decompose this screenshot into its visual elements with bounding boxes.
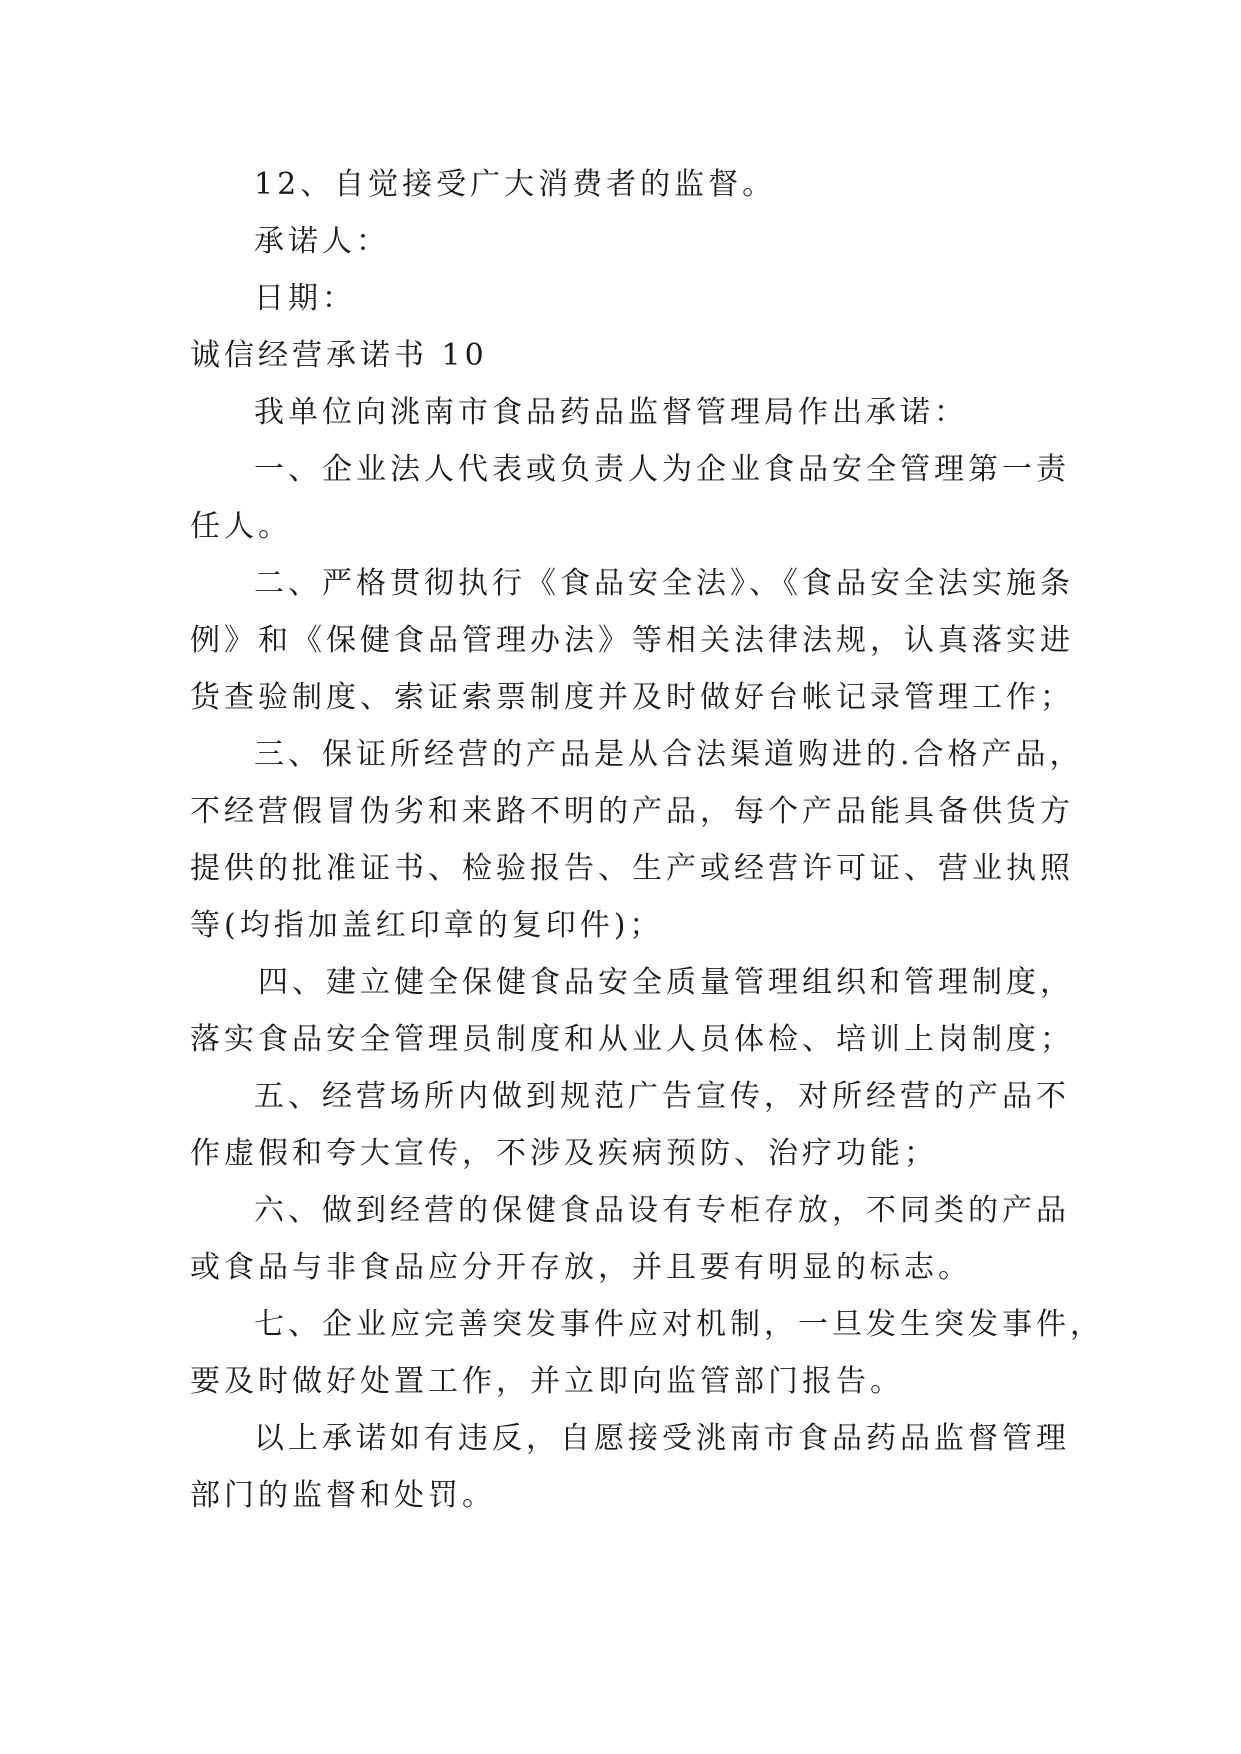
clause-4-line-1: 四、建立健全保健食品安全质量管理组织和管理制度， bbox=[258, 965, 1074, 1000]
promisor-label: 承诺人： bbox=[254, 224, 390, 259]
clause-7-line-2: 要及时做好处置工作，并立即向监管部门报告。 bbox=[190, 1364, 904, 1399]
clause-5-line-2: 作虚假和夸大宣传，不涉及疾病预防、治疗功能； bbox=[190, 1136, 938, 1171]
closing-line-1: 以上承诺如有违反，自愿接受洮南市食品药品监督管理 bbox=[254, 1421, 1070, 1456]
clause-1-line-2: 任人。 bbox=[190, 509, 292, 544]
clause-3-line-4: 等(均指加盖红印章的复印件)； bbox=[190, 908, 664, 943]
clause-4-line-2: 落实食品安全管理员制度和从业人员体检、培训上岗制度； bbox=[190, 1022, 1074, 1057]
clause-3-line-2: 不经营假冒伪劣和来路不明的产品，每个产品能具备供货方 bbox=[190, 794, 1074, 829]
item-12-line: 12、自觉接受广大消费者的监督。 bbox=[254, 167, 777, 202]
clause-1-line-1: 一、企业法人代表或负责人为企业食品安全管理第一责 bbox=[254, 452, 1070, 487]
intro-line: 我单位向洮南市食品药品监督管理局作出承诺： bbox=[254, 395, 968, 430]
clause-2-line-2: 例》和《保健食品管理办法》等相关法律法规，认真落实进 bbox=[190, 623, 1074, 658]
clause-3-line-3: 提供的批准证书、检验报告、生产或经营许可证、营业执照 bbox=[190, 851, 1074, 886]
clause-2-line-3: 货查验制度、索证索票制度并及时做好台帐记录管理工作； bbox=[190, 680, 1074, 715]
clause-7-line-1: 七、企业应完善突发事件应对机制，一旦发生突发事件， bbox=[254, 1307, 1104, 1342]
clause-3-line-1: 三、保证所经营的产品是从合法渠道购进的.合格产品， bbox=[254, 737, 1084, 772]
clause-6-line-2: 或食品与非食品应分开存放，并且要有明显的标志。 bbox=[190, 1250, 972, 1285]
closing-line-2: 部门的监督和处罚。 bbox=[190, 1478, 496, 1513]
clause-5-line-1: 五、经营场所内做到规范广告宣传，对所经营的产品不 bbox=[254, 1079, 1070, 1114]
clause-6-line-1: 六、做到经营的保健食品设有专柜存放，不同类的产品 bbox=[254, 1193, 1070, 1228]
date-label: 日期： bbox=[254, 281, 356, 316]
section-title: 诚信经营承诺书 10 bbox=[190, 338, 488, 373]
clause-2-line-1: 二、严格贯彻执行《食品安全法》、《食品安全法实施条 bbox=[254, 566, 1074, 601]
